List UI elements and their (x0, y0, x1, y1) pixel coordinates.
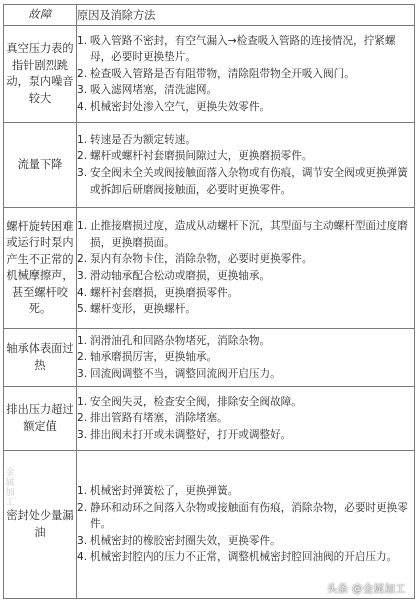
causes-cell (77, 208, 415, 329)
cause-item: 2. 检查吸入管路是否有阻带物，清除阻带物全开吸入阀门。 (77, 67, 355, 80)
fault-cell: 轴承体表面过热 (4, 329, 77, 387)
header-fault: 故障 (4, 5, 77, 26)
cause-item: 1. 机械密封弹簧松了，更换弹簧。 (77, 485, 239, 498)
cause-item: 1. 安全阀失灵，检查安全阀，排除安全阀故障。 (77, 395, 302, 408)
cause-item: 3. 排出阀未打开或未调整好，打开或调整好。 (77, 428, 292, 441)
cause-item: 2. 轴承磨损厉害，更换轴承。 (77, 351, 218, 364)
source-watermark: 头条 @金属加工 (326, 583, 406, 595)
table-header-row (4, 5, 415, 26)
fault-cell: 螺杆旋转困难或运行时泵内产生不正常的机械摩擦声，甚至螺杆咬死。 (4, 208, 77, 329)
cause-item: 4. 机械密封处渗入空气，更换失效零件。 (77, 100, 271, 113)
cause-item: 1. 吸入管路不密封，有空气漏入→检查吸入管路的连接情况，拧紧螺母，必要时更换垫片。 (77, 34, 396, 64)
fault-cell: 密封处少量漏油 (4, 451, 77, 599)
table-row (4, 26, 415, 123)
table-row (4, 208, 415, 329)
cause-item: 2. 泵内有杂物卡住，消除杂物，必要时更换零件。 (77, 253, 313, 266)
cause-item: 3. 安全阀未全关或阀接触面落入杂物或有伤痕，调节安全阀或更换弹簧或拆卸后研磨阀接触面，必要时更换零件。 (77, 167, 408, 196)
header-cause: 原因及消除方法 (77, 5, 415, 26)
table-row (4, 329, 415, 387)
cause-item: 3. 滑动轴承配合松动或磨损，更换轴承。 (77, 270, 271, 282)
causes-cell (77, 451, 415, 599)
cause-item: 2. 螺杆或螺杆衬套磨损间隙过大，更换磨损零件。 (77, 150, 313, 163)
causes-cell (77, 329, 415, 387)
cause-item: 3. 机械密封的橡胶密封圈失效，更换零件。 (77, 534, 281, 547)
causes-cell (77, 123, 415, 208)
cause-item: 3. 回流阀调整不当，调整回流阀开启压力。 (77, 367, 281, 380)
cause-item: 1. 转速是否为额定转速。 (77, 133, 196, 146)
cause-item: 1. 润滑油孔和回路杂物堵死，消除杂物。 (77, 334, 271, 347)
table-row (4, 387, 415, 451)
cause-item: 4. 螺杆衬套磨损，更换磨损零件。 (77, 286, 239, 299)
table-row (4, 451, 415, 599)
table-row (4, 123, 415, 208)
cause-item: 4. 机械密封腔内的压力不正常，调整机械密封腔回油阀的开启压力。 (77, 551, 398, 564)
fault-cell: 真空压力表的指针剧烈跳动，泵内噪音较大 (4, 26, 77, 123)
cause-item: 1. 止推接磨损过度，造成从动螺杆下沉，其型面与主动螺杆型面过度磨损，更换磨损面。 (77, 220, 408, 249)
causes-cell (77, 387, 415, 451)
troubleshooting-table (3, 4, 415, 599)
fault-cell: 流量下降 (4, 123, 77, 208)
side-watermark: 金属加工 (5, 468, 15, 508)
cause-item: 3. 吸入滤网堵塞，清洗滤网。 (77, 84, 218, 97)
cause-item: 5. 螺杆变形，更换螺杆。 (77, 303, 196, 316)
cause-item: 2. 静环和动环之间落入杂物或接触面有伤痕，消除杂物，必要时更换零件。 (77, 501, 408, 531)
cause-item: 2. 排出管路有堵塞，消除堵塞。 (77, 412, 228, 425)
causes-cell (77, 26, 415, 123)
fault-cell: 排出压力超过额定值 (4, 387, 77, 451)
